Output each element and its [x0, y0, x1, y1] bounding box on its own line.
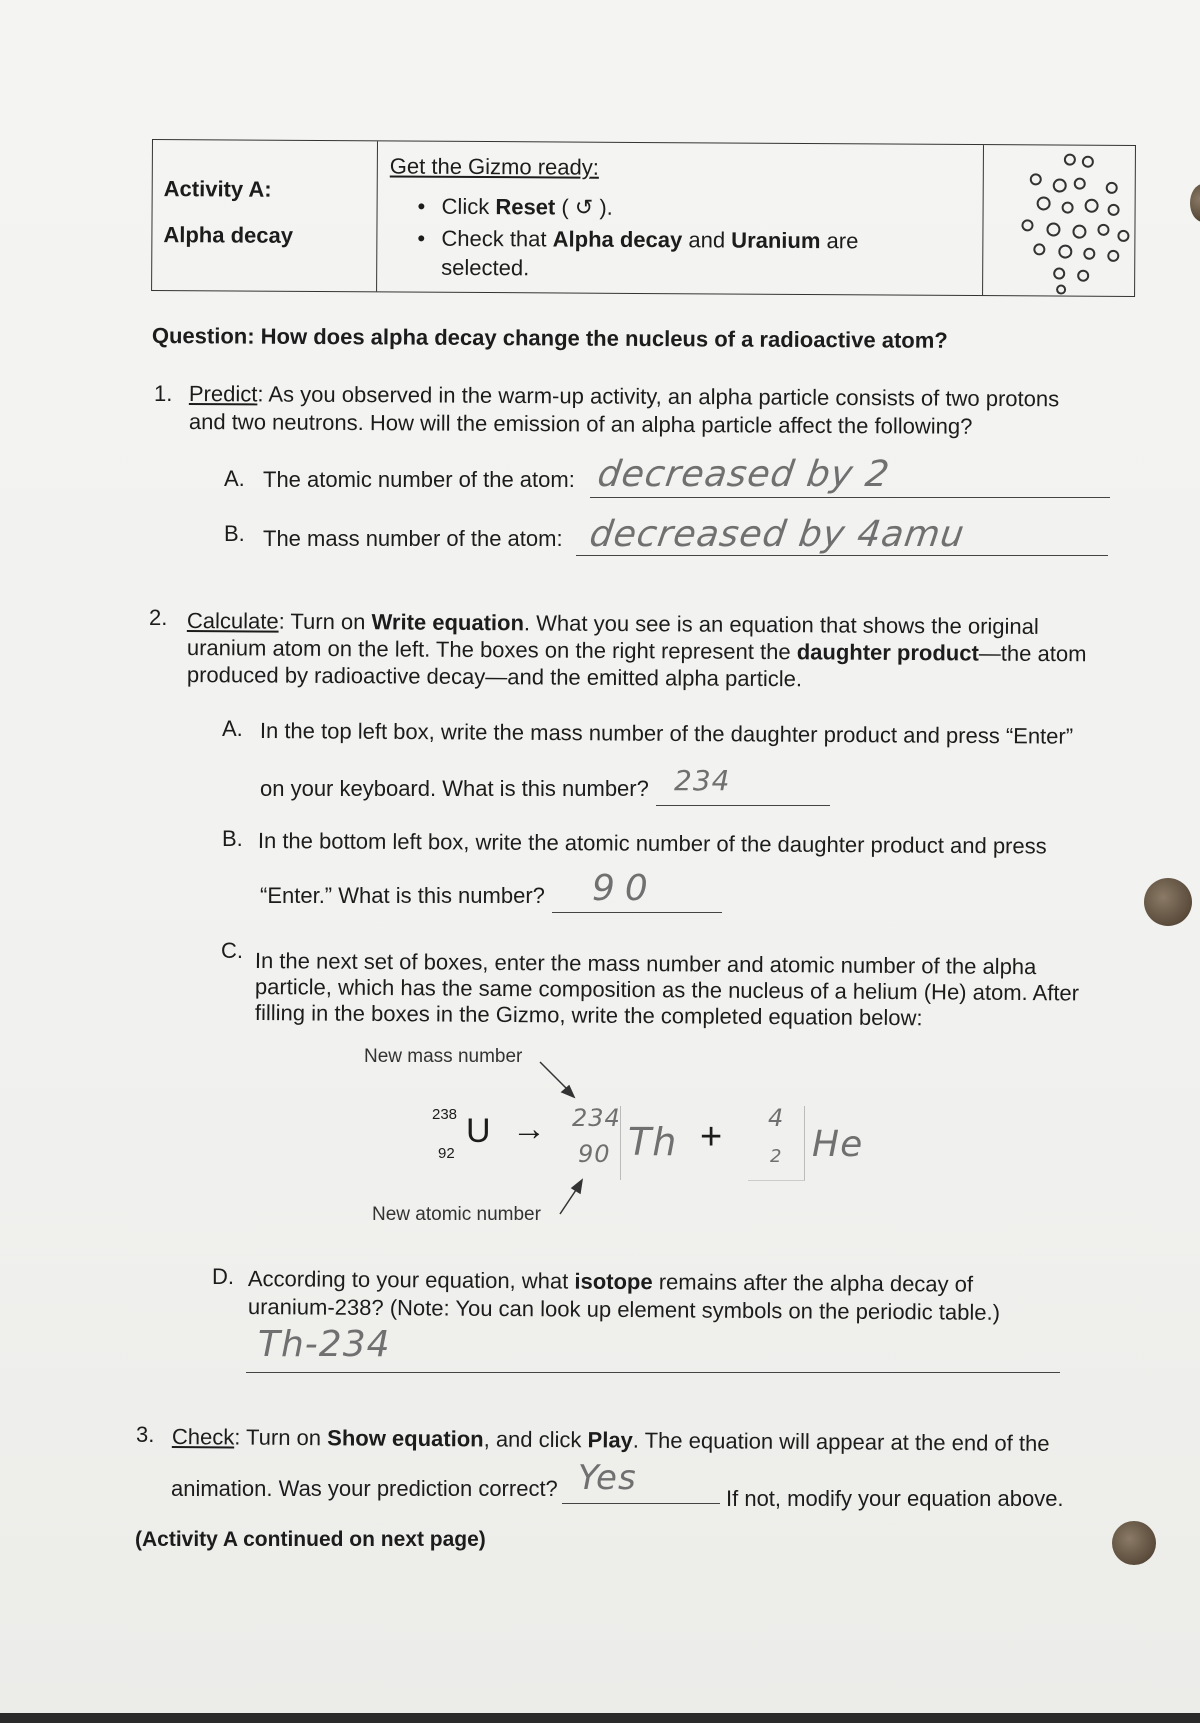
q1a-text: The atomic number of the atom: — [263, 467, 575, 492]
q2-text: . What you see is an equation that shows the original — [523, 610, 1039, 639]
q3-line3: If not, modify your equation above. — [726, 1486, 1064, 1511]
q2b-letter: B. — [222, 826, 243, 851]
q3-number: 3. — [136, 1422, 155, 1447]
continued-note: (Activity A continued on next page) — [135, 1528, 486, 1551]
q3-text: , and click — [483, 1426, 588, 1453]
new-mass-number-label: New mass number — [364, 1046, 523, 1067]
q2c-letter: C. — [221, 938, 243, 963]
answer-line — [590, 497, 1110, 498]
bullet-text: Check that — [441, 225, 553, 252]
q1a-letter: A. — [224, 466, 245, 491]
punch-hole — [1190, 184, 1200, 222]
daughter-mass-number: 234 — [572, 1104, 621, 1132]
answer-line — [562, 1503, 720, 1504]
helium-atomic-number: 2 — [770, 1146, 783, 1167]
q1b-answer: decreased by 4amu — [587, 514, 968, 555]
punch-hole — [1112, 1521, 1156, 1565]
calculate-label: Calculate — [186, 608, 279, 634]
q2c-line1: In the next set of boxes, enter the mass number and atomic number of the alpha — [254, 948, 1037, 980]
q2-text: —the atom — [978, 640, 1087, 667]
reset-icon: ( ↺ ). — [555, 194, 613, 220]
daughter-product-label: daughter product — [796, 639, 979, 666]
q2-line3: produced by radioactive decay—and the emitted alpha particle. — [186, 662, 803, 692]
bullet-check-line2: selected. — [441, 254, 530, 281]
bullet-reset — [442, 194, 613, 221]
q1-line1 — [189, 381, 1059, 412]
q3-line2: animation. Was your prediction correct? — [171, 1476, 558, 1501]
helium-mass-number: 4 — [768, 1104, 785, 1132]
reaction-arrow-icon: → — [512, 1110, 546, 1148]
bullet-text: Click — [441, 193, 496, 220]
q2a-line2: on your keyboard. What is this number? — [260, 776, 649, 801]
q2b-line1: In the bottom left box, write the atomic number of the daughter product and press — [257, 828, 1047, 859]
q1b-text: The mass number of the atom: — [263, 526, 563, 551]
activity-header-table — [151, 139, 1136, 297]
activity-name: Alpha decay — [163, 222, 294, 248]
q2a-letter: A. — [222, 716, 243, 741]
predict-label: Predict — [188, 381, 258, 407]
write-equation-label: Write equation — [371, 609, 525, 636]
new-atomic-number-label: New atomic number — [372, 1204, 541, 1225]
q2d-text: According to your equation, what — [247, 1266, 575, 1294]
u-mass-number: 238 — [432, 1106, 458, 1123]
nucleus-image — [983, 145, 1136, 296]
q2b-line2: “Enter.” What is this number? — [260, 883, 545, 908]
activity-title-cell — [152, 140, 378, 291]
check-label: Check — [171, 1424, 235, 1450]
q2d-letter: D. — [212, 1264, 234, 1289]
play-label: Play — [587, 1427, 633, 1453]
daughter-symbol: Th — [628, 1120, 678, 1164]
bullet-text: are — [820, 228, 859, 254]
punch-hole — [1144, 878, 1192, 926]
activity-label: Activity A: — [163, 176, 272, 202]
isotope-label: isotope — [574, 1268, 653, 1295]
q2-text: uranium atom on the left. The boxes on the right represent the — [186, 635, 797, 665]
q2d-answer: Th-234 — [258, 1324, 391, 1365]
q1-text: : As you observed in the warm-up activity, an alpha particle consists of two protons — [257, 381, 1060, 412]
q2b-answer: 90 — [592, 868, 658, 909]
q3-line1 — [172, 1424, 1050, 1457]
answer-line — [656, 805, 830, 806]
q1a-answer: decreased by 2 — [595, 454, 893, 495]
reset-label: Reset — [495, 194, 556, 220]
q2c-line3: filling in the boxes in the Gizmo, write the completed equation below: — [254, 1000, 923, 1031]
show-equation-label: Show equation — [327, 1425, 484, 1452]
daughter-atomic-number: 90 — [578, 1140, 611, 1168]
answer-line — [552, 912, 722, 913]
u-atomic-number: 92 — [438, 1145, 455, 1162]
answer-line — [576, 555, 1108, 556]
q2d-text: remains after the alpha decay of — [652, 1269, 974, 1297]
q3-text: : Turn on — [234, 1424, 328, 1451]
alpha-decay-label: Alpha decay — [552, 226, 683, 253]
helium-symbol: He — [812, 1124, 864, 1165]
q2a-line1: In the top left box, write the mass number of the daughter product and press “Enter” — [259, 718, 1074, 749]
q1b-letter: B. — [224, 521, 245, 546]
bullet-check — [441, 226, 858, 255]
bullet-text: and — [682, 227, 732, 253]
answer-line — [246, 1372, 1060, 1373]
q3-answer: Yes — [578, 1458, 637, 1498]
uranium-symbol: U — [466, 1112, 491, 1150]
q3-text: . The equation will appear at the end of the — [632, 1427, 1050, 1456]
gizmo-image-cell — [982, 145, 1137, 296]
q2-number: 2. — [149, 605, 168, 630]
q2a-answer: 234 — [674, 764, 731, 797]
q2c-line2: particle, which has the same composition as the nucleus of a helium (He) atom. After — [254, 974, 1080, 1006]
q1-line2: and two neutrons. How will the emission of an alpha particle affect the following? — [188, 409, 973, 439]
plus-sign: + — [700, 1116, 723, 1158]
q2d-line1 — [248, 1266, 973, 1298]
instructions-cell — [377, 141, 983, 295]
get-ready-heading: Get the Gizmo ready: — [389, 153, 600, 180]
q2-text: : Turn on — [278, 608, 372, 635]
page-edge — [0, 1713, 1200, 1723]
q2d-line2: uranium-238? (Note: You can look up element symbols on the periodic table.) — [247, 1294, 1001, 1325]
uranium-label: Uranium — [731, 227, 821, 254]
main-question: Question: How does alpha decay change the nucleus of a radioactive atom? — [151, 323, 948, 353]
q1-number: 1. — [154, 381, 173, 406]
